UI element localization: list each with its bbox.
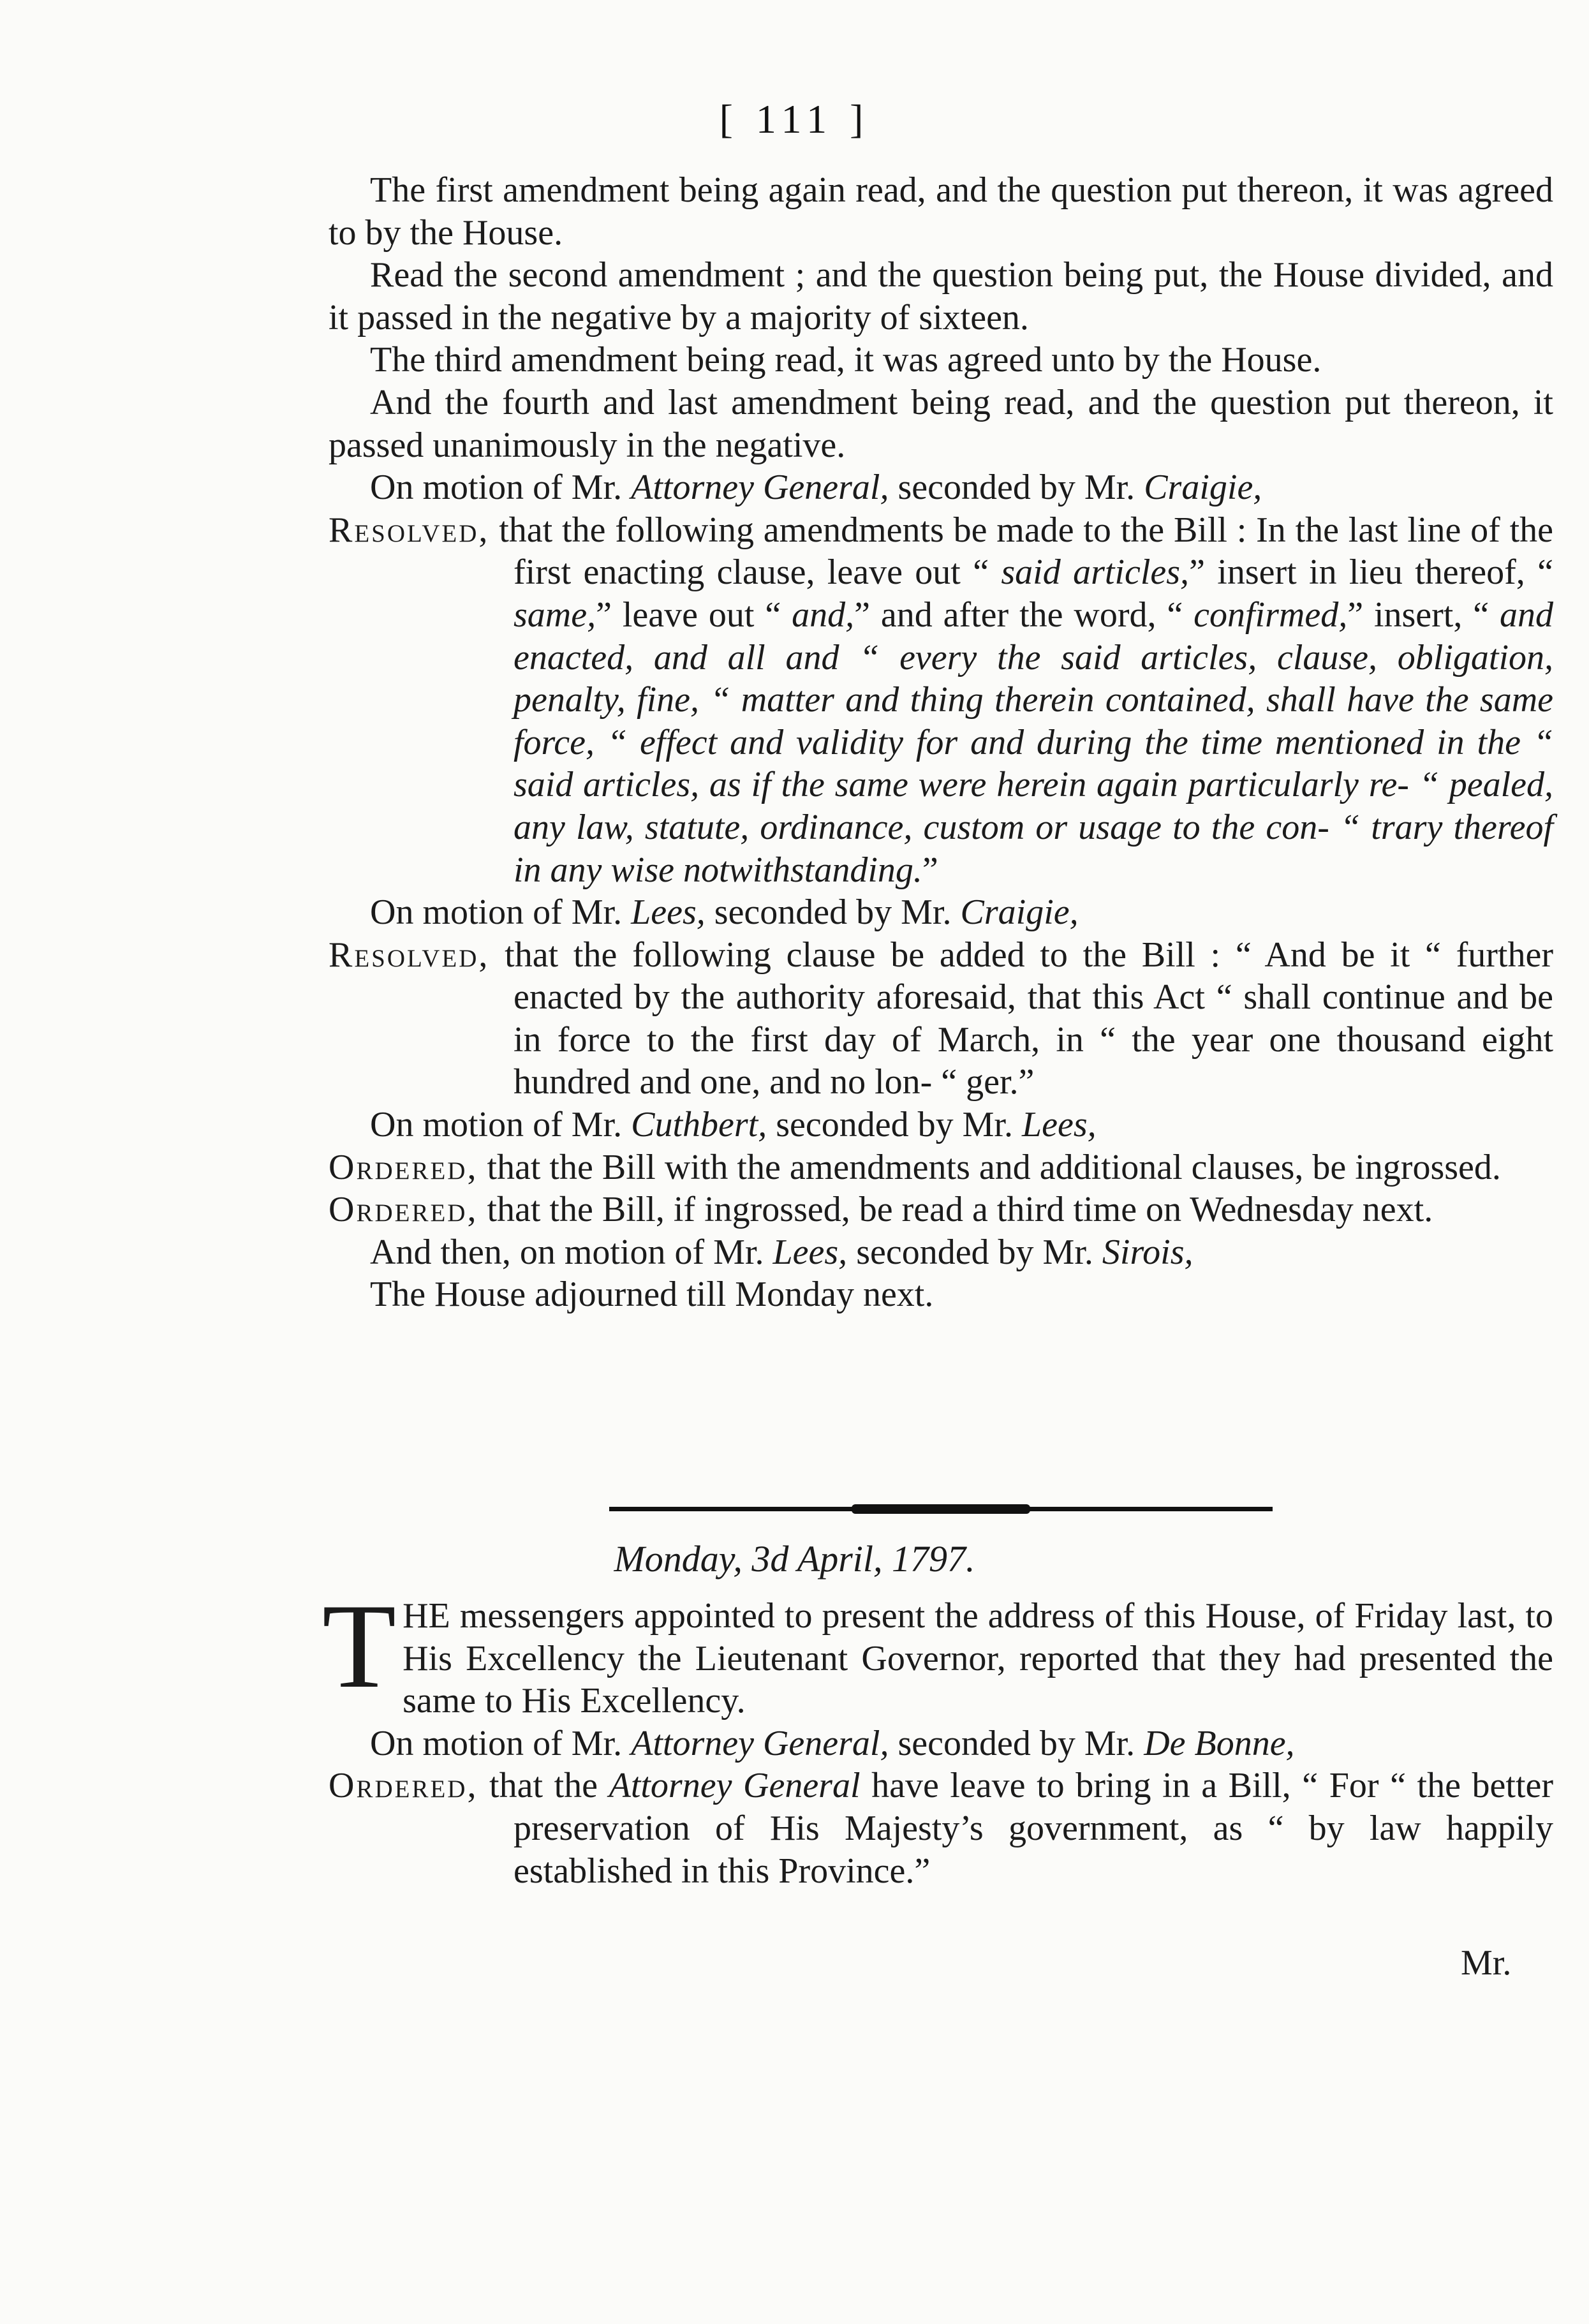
- paragraph-first-amendment: The first amendment being again read, and the question put thereon, it was agreed to by the House.: [329, 170, 1553, 253]
- order-ingross: Ordered, that the Bill with the amendments and additional clauses, be ingrossed.: [329, 1147, 1501, 1187]
- resolved-label: Resolved,: [329, 935, 490, 975]
- motion-attorney-general-2: On motion of Mr. Attorney General, seconded by Mr. De Bonne,: [370, 1723, 1295, 1763]
- proceedings-block-2: [322, 1580, 1553, 1892]
- paragraph-fourth-amendment: And the fourth and last amendment being read, and the question put thereon, it passed unanimously in the negative.: [329, 382, 1553, 465]
- motion-attorney-general: On motion of Mr. Attorney General, seconded by Mr. Craigie,: [370, 468, 1262, 508]
- section-divider: [609, 1507, 1273, 1511]
- motion-lees: On motion of Mr. Lees, seconded by Mr. Craigie,: [370, 892, 1079, 933]
- resolved-label: Resolved,: [329, 510, 490, 550]
- adjournment: The House adjourned till Monday next.: [370, 1275, 934, 1315]
- drop-cap: T: [322, 1580, 397, 1713]
- ordered-label: Ordered,: [329, 1190, 478, 1230]
- motion-cuthbert: On motion of Mr. Cuthbert, seconded by Mr. Lees,: [370, 1105, 1097, 1145]
- proceedings-block-1: [329, 169, 1553, 1316]
- resolution-clause: Resolved, that the following clause be added to the Bill : “ And be it “ further enacted by the authority aforesaid, that this Act “ shall continue and be in force to the first day of March, in “ the year one thousand eight hundred and one, and no lon- “ ger.”: [329, 935, 1553, 1102]
- messengers-report: THE messengers appointed to present the address of this House, of Friday last, to His Excellency the Lieutenant Governor, reported that they had presented the same to His Excellency.: [322, 1580, 1553, 1721]
- resolution-amendments: Resolved, that the following amendments be made to the Bill : In the last line of the first enacting clause, leave out “ said articles,” insert in lieu thereof, “ same,” leave out “ and,” and after the word, “ confirmed,” insert, “ and enacted, and all and “ every the said articles, clause, obligation, penalty, fine, “ matter and thing therein contained, shall have the same force, “ effect and validity for and during the time mentioned in the “ said articles, as if the same were herein again particularly re- “ pealed, any law, statute, ordinance, custom or usage to the con- “ trary thereof in any wise notwithstanding.”: [329, 510, 1554, 890]
- date-heading: Monday, 3d April, 1797.: [614, 1538, 975, 1580]
- ordered-label: Ordered,: [329, 1147, 478, 1187]
- page-number: [ 111 ]: [719, 96, 870, 142]
- order-third-reading: Ordered, that the Bill, if ingrossed, be read a third time on Wednesday next.: [329, 1190, 1433, 1230]
- motion-adjourn: And then, on motion of Mr. Lees, seconded by Mr. Sirois,: [370, 1232, 1194, 1272]
- order-bill-leave: Ordered, that the Attorney General have leave to bring in a Bill, “ For “ the better preservation of His Majesty’s government, as “ by law happily established in this Province.”: [329, 1766, 1553, 1891]
- paragraph-second-amendment: Read the second amendment ; and the question being put, the House divided, and it passed in the negative by a majority of sixteen.: [329, 255, 1553, 337]
- ordered-label: Ordered,: [329, 1766, 478, 1806]
- paragraph-third-amendment: The third amendment being read, it was agreed unto by the House.: [370, 340, 1322, 380]
- catchword: Mr.: [1461, 1943, 1512, 1983]
